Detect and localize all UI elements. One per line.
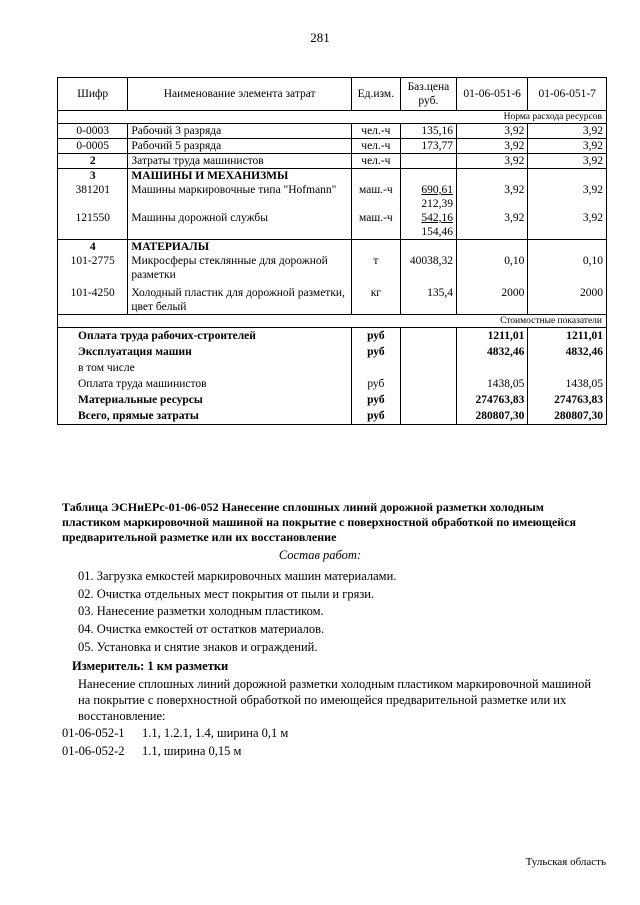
- total-unit: руб: [367, 330, 385, 342]
- item-unit: т: [373, 255, 379, 267]
- row-price: 173,77: [400, 139, 456, 154]
- section-prices: [400, 169, 456, 240]
- header-price: Баз.цена руб.: [400, 78, 456, 111]
- total-label: Оплата труда машинистов: [78, 378, 207, 390]
- item-price-secondary: 212,39: [421, 198, 453, 210]
- row-name: Рабочий 5 разряда: [128, 139, 351, 154]
- total-v6: 280807,30: [475, 410, 525, 422]
- section-v7: [528, 169, 607, 240]
- total-v7: 1438,05: [565, 378, 603, 390]
- total-v7: 4832,46: [565, 346, 603, 358]
- total-v6: [460, 360, 524, 376]
- item-unit: маш.-ч: [359, 184, 393, 196]
- total-v7: 274763,83: [554, 394, 603, 406]
- header-name: Наименование элемента затрат: [128, 78, 351, 111]
- item-price-secondary: 154,46: [421, 226, 453, 238]
- section-title: МАТЕРИАЛЫ: [131, 241, 210, 253]
- table-header-row: [58, 78, 607, 111]
- total-label: Всего, прямые затраты: [78, 410, 199, 422]
- total-label: Материальные ресурсы: [78, 394, 203, 406]
- table-row: [58, 124, 607, 139]
- row-v6: 3,92: [456, 139, 527, 154]
- item-v7: 3,92: [582, 184, 603, 196]
- work-item: 05. Установка и снятие знаков и ограждений.: [78, 640, 318, 654]
- item-name: Микросферы стеклянные для дорожной разметки: [131, 255, 328, 281]
- total-unit: руб: [367, 410, 385, 422]
- band-norm: Норма расхода ресурсов: [58, 111, 607, 124]
- section-codes: [58, 169, 128, 240]
- total-v7: 280807,30: [554, 410, 603, 422]
- item-v7: 3,92: [582, 212, 603, 224]
- work-item: 04. Очистка емкостей от остатков материалов.: [78, 622, 325, 636]
- item-code: 121550: [75, 212, 110, 224]
- row-name: Затраты труда машинистов: [128, 154, 351, 169]
- measure-label: Измеритель: 1 км разметки: [72, 659, 229, 673]
- item-unit: кг: [370, 287, 382, 299]
- header-code: Шифр: [58, 78, 128, 111]
- header-unit: Ед.изм.: [351, 78, 400, 111]
- totals-units: [351, 328, 400, 425]
- total-label: Эксплуатация машин: [78, 346, 192, 358]
- item-name: Машины маркировочные типа "Hofmann": [131, 184, 337, 196]
- work-item: 01. Загрузка емкостей маркировочных машин материалами.: [78, 569, 397, 583]
- item-v7: 0,10: [582, 255, 603, 267]
- item-unit: маш.-ч: [359, 212, 393, 224]
- totals-labels: [58, 328, 352, 425]
- section-title: МАШИНЫ И МЕХАНИЗМЫ: [131, 170, 289, 182]
- total-unit: руб: [367, 346, 385, 358]
- machines-section: [58, 169, 607, 240]
- item-name: Холодный пластик для дорожной разметки, цвет белый: [131, 287, 345, 313]
- resource-norm-table: [57, 77, 607, 425]
- row-price: 135,16: [400, 124, 456, 139]
- total-v6: 1211,01: [487, 330, 525, 342]
- total-unit: руб: [367, 394, 385, 406]
- table-row: [58, 139, 607, 154]
- row-code: 0-0003: [58, 124, 128, 139]
- header-051-7: 01-06-051-7: [528, 78, 607, 111]
- item-v6: 0,10: [504, 255, 525, 267]
- work-item: 03. Нанесение разметки холодным пластиком.: [78, 604, 324, 618]
- row-v7: 3,92: [528, 139, 607, 154]
- item-code: 381201: [75, 184, 110, 196]
- section-number: 4: [89, 241, 96, 253]
- band-cost: Стоимостные показатели: [58, 315, 607, 328]
- item-price: 690,61: [421, 184, 453, 196]
- row-v6: 3,92: [456, 124, 527, 139]
- totals-price-empty: [400, 328, 456, 425]
- totals-v7: [528, 328, 607, 425]
- total-v7: [531, 360, 603, 376]
- totals-v6: [456, 328, 527, 425]
- item-name: Машины дорожной службы: [131, 212, 269, 224]
- total-v7: 1211,01: [566, 330, 603, 342]
- variant-code: 01-06-052-1: [62, 726, 125, 740]
- work-item: 02. Очистка отдельных мест покрытия от пыли и грязи.: [78, 587, 375, 601]
- header-051-6: 01-06-051-6: [456, 78, 527, 111]
- band-row-norm: [58, 111, 607, 124]
- table-heading: Таблица ЭСНиЕРс-01-06-052 Нанесение сплошных линий дорожной разметки холодным пластиком маркировочной машиной на покрытие с поверхностной обработкой по имеющейся предварительной разметке или их восстановление: [62, 500, 577, 544]
- row-unit: чел.-ч: [351, 139, 400, 154]
- item-price: 542,16: [421, 212, 453, 224]
- materials-section: [58, 240, 607, 315]
- footer-region: Тульская область: [525, 856, 606, 868]
- section-v6: [456, 240, 527, 315]
- variant-code: 01-06-052-2: [62, 744, 125, 758]
- section-names: [128, 169, 351, 240]
- total-label: в том числе: [78, 362, 135, 374]
- row-v7: 3,92: [528, 154, 607, 169]
- totals-section: [58, 328, 607, 425]
- section-v7: [528, 240, 607, 315]
- total-v6: 4832,46: [487, 346, 525, 358]
- item-price: 135,4: [427, 287, 453, 299]
- table-row: [58, 154, 607, 169]
- row-price: [400, 154, 456, 169]
- row-name: Рабочий 3 разряда: [128, 124, 351, 139]
- variant-text: 1.1, ширина 0,15 м: [142, 744, 242, 758]
- total-v6: 274763,83: [475, 394, 525, 406]
- row-code: 2: [58, 154, 128, 169]
- item-v6: 3,92: [504, 212, 525, 224]
- variant-row: [62, 726, 288, 741]
- section-units: [351, 240, 400, 315]
- section-codes: [58, 240, 128, 315]
- row-unit: чел.-ч: [351, 124, 400, 139]
- row-v7: 3,92: [528, 124, 607, 139]
- variant-text: 1.1, 1.2.1, 1.4, ширина 0,1 м: [142, 726, 289, 740]
- section-names: [128, 240, 351, 315]
- item-v7: 2000: [580, 287, 603, 299]
- description: Нанесение сплошных линий дорожной разметки холодным пластиком маркировочной машиной на покрытие с поверхностной обработкой по имеющейся предварительной разметке или их восстановление:: [78, 677, 592, 723]
- page-number: 281: [310, 30, 330, 45]
- total-unit: [355, 360, 397, 376]
- row-v6: 3,92: [456, 154, 527, 169]
- section-units: [351, 169, 400, 240]
- row-unit: чел.-ч: [351, 154, 400, 169]
- row-code: 0-0005: [58, 139, 128, 154]
- item-v6: 2000: [501, 287, 525, 299]
- section-number: 3: [89, 170, 96, 182]
- total-v6: 1438,05: [487, 378, 525, 390]
- works-heading: Состав работ:: [278, 548, 362, 562]
- total-unit: руб: [367, 378, 385, 390]
- variant-row: [62, 744, 241, 759]
- item-price: 40038,32: [409, 255, 453, 267]
- item-code: 101-4250: [70, 287, 115, 299]
- total-label: Оплата труда рабочих-строителей: [78, 330, 256, 342]
- section-prices: [400, 240, 456, 315]
- item-v6: 3,92: [504, 184, 525, 196]
- section-v6: [456, 169, 527, 240]
- band-row-cost: [58, 315, 607, 328]
- item-code: 101-2775: [70, 255, 115, 267]
